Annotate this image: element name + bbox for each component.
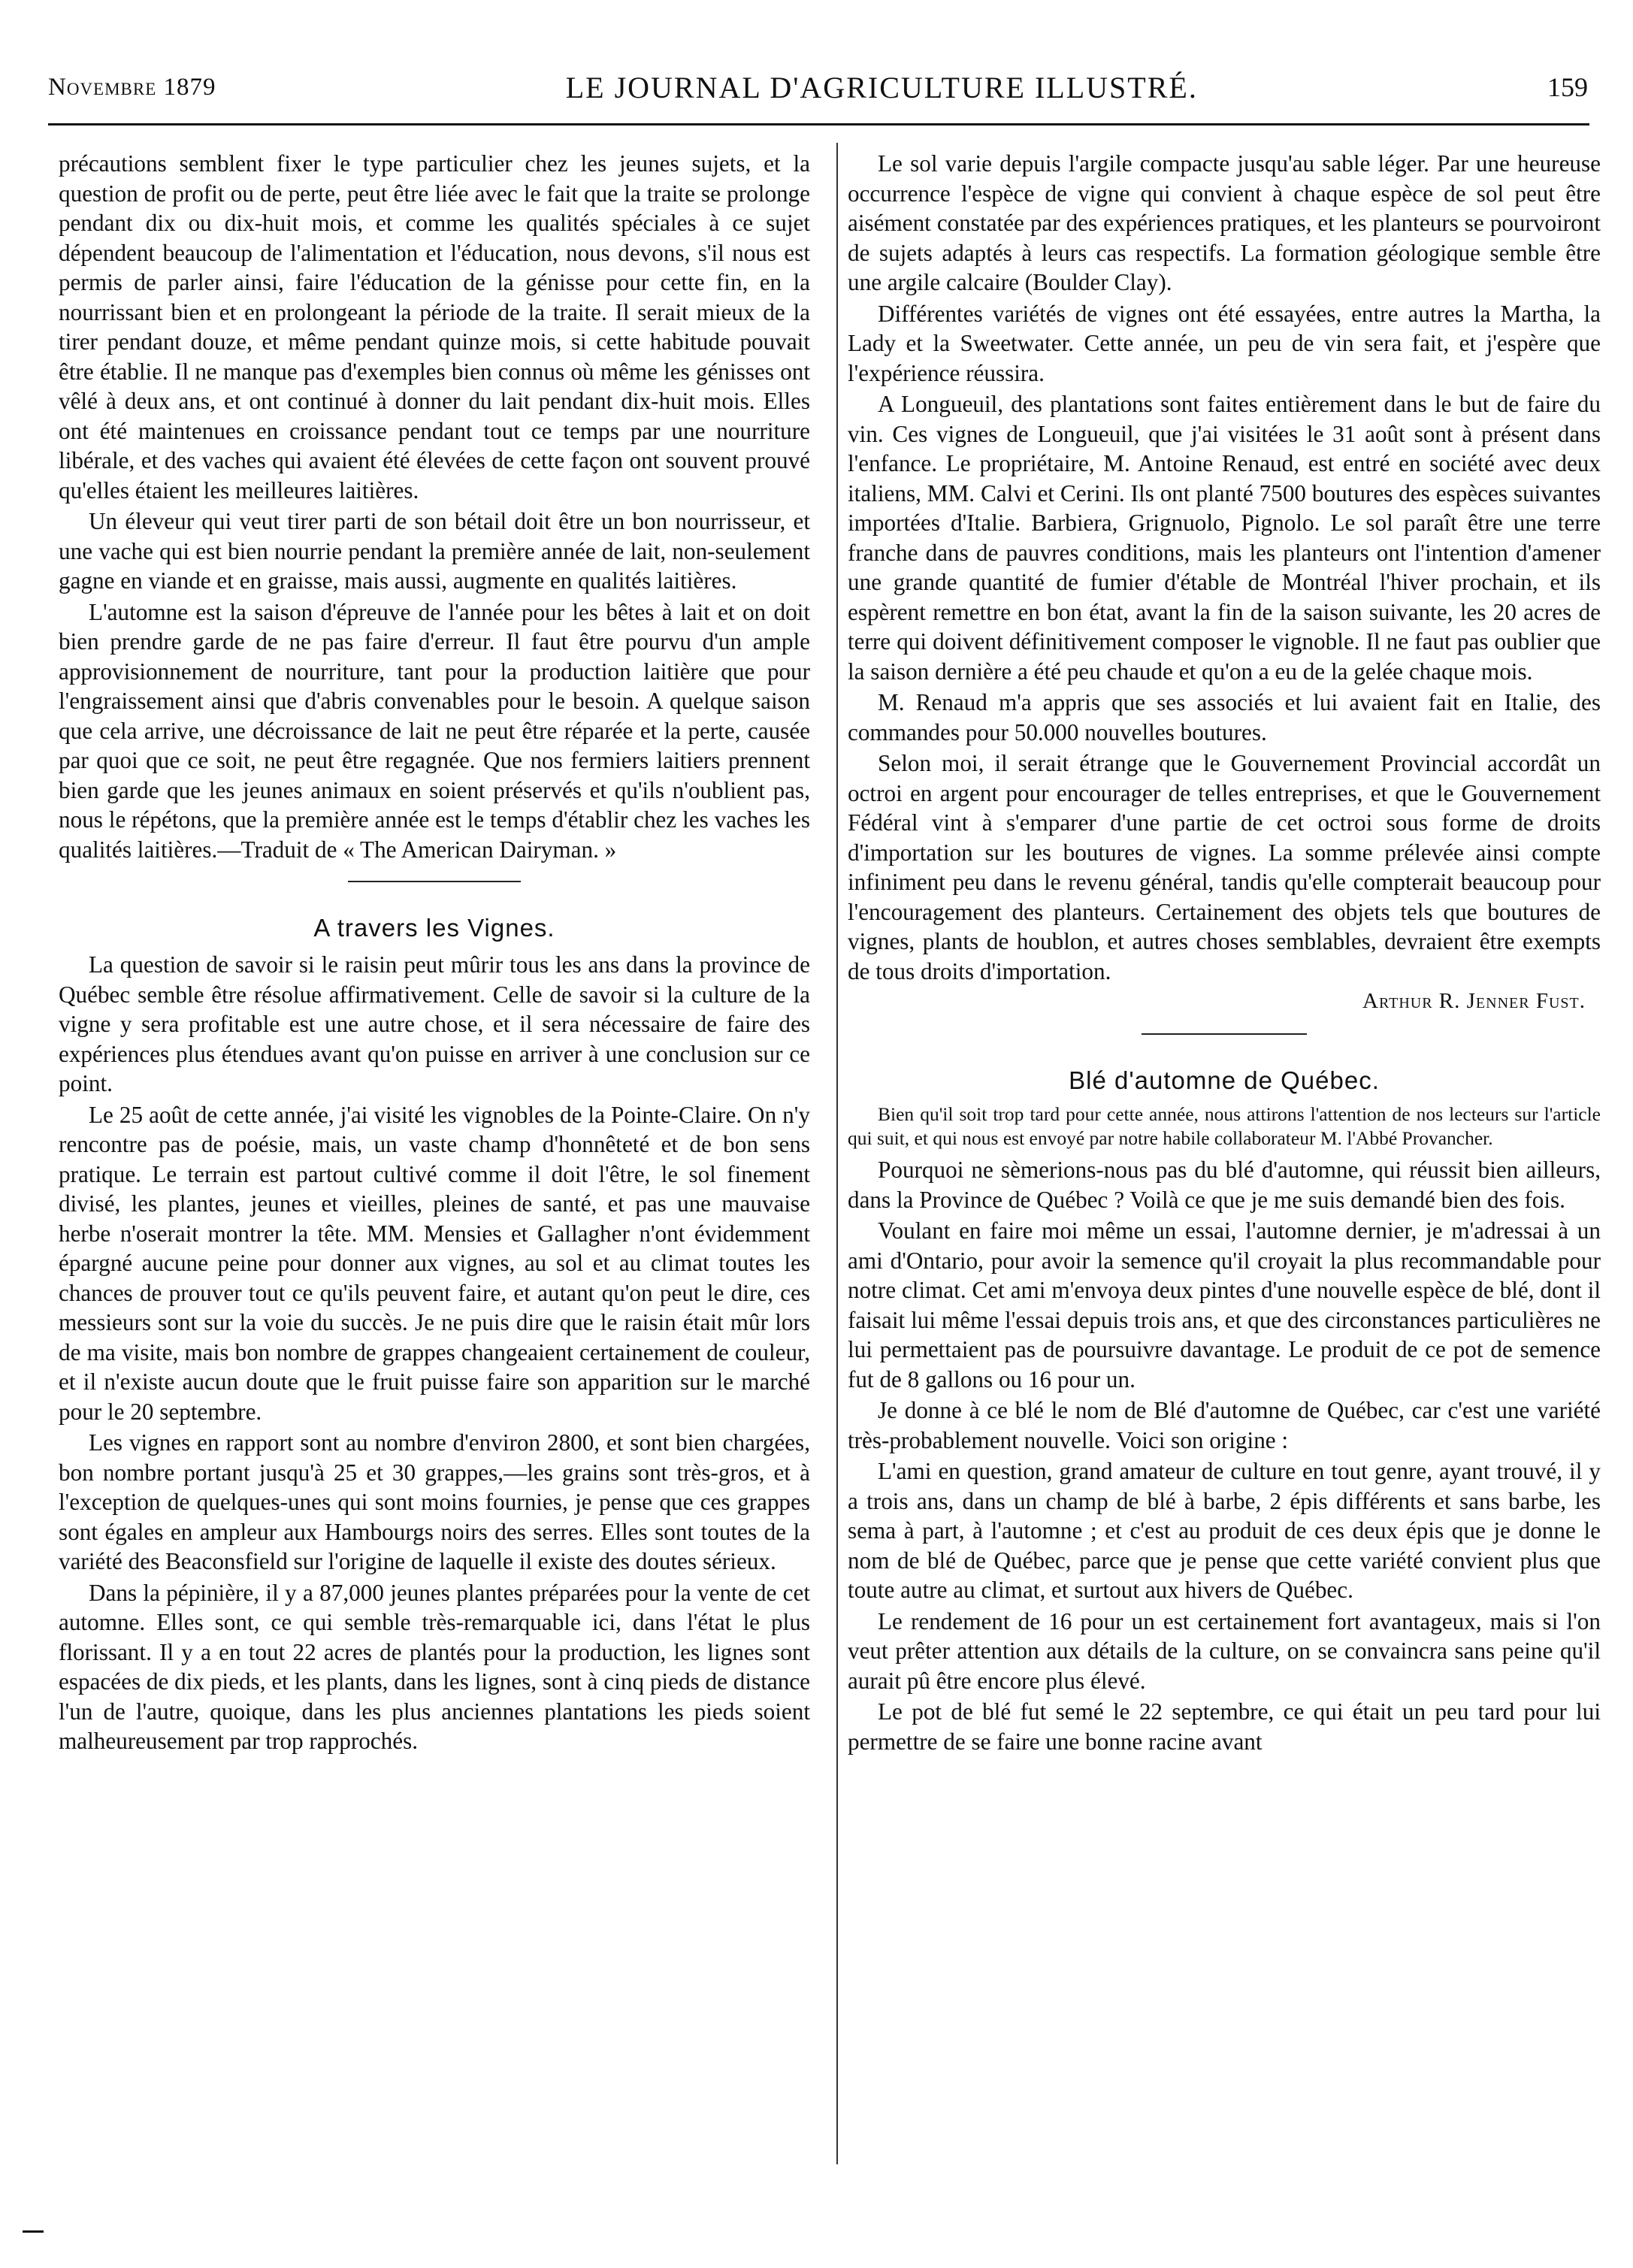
paragraph: Les vignes en rapport sont au nombre d'environ 2800, et sont bien chargées, bon nombre portant jusqu'à 25 et 30 grappes,—les grains sont très-gros, et à l'exception de quelques-unes qui sont moins fournies, je pense que ces grappes sont égales en ampleur aux Hambourgs noirs des serres. Elles sont toutes de la variété des Beaconsfield sur l'origine de laquelle il existe des doutes sérieux. [59,1429,810,1574]
paragraph: Le sol varie depuis l'argile compacte jusqu'au sable léger. Par une heureuse occurrence l'espèce de vigne qui convient à chaque espèce de sol peut être aisément constatée par des expériences pratiques, et les planteurs se pourvoiront de sujets adaptés à leurs cas respectifs. La formation géologique semble être une argile calcaire (Boulder Clay). [848,150,1601,295]
paragraph: Dans la pépinière, il y a 87,000 jeunes plantes préparées pour la vente de cet automne. Elles sont, ce qui semble très-remarquable ici, dans l'état le plus florissant. Il y a en tout 22 acres de plantés pour la production, les lignes sont espacées de dix pieds, et les plants, dans les lignes, sont à cinq pieds de distance l'un de l'autre, quoique, dans les plus anciennes plantations les pieds soient malheureusement par trop rapprochés. [59,1579,810,1754]
paragraph: La question de savoir si le raisin peut mûrir tous les ans dans la province de Québec semble être résolue affirmativement. Celle de savoir si la culture de la vigne y sera profitable est une autre chose, et il sera nécessaire de faire des expériences plus étendues avant qu'on puisse en arriver à une conclusion sur ce point. [59,951,810,1096]
paragraph: Selon moi, il serait étrange que le Gouvernement Provincial accordât un octroi en argent pour encourager de telles entreprises, et que le Gouvernement Fédéral vint à s'emparer d'une partie de cet octroi sous forme de droits d'importation sur les boutures de vignes. La somme prélevée ainsi compte infiniment peu dans le revenu général, tandis qu'elle compterait beaucoup pour l'encouragement des planteurs. Certainement des objets tels que boutures de vignes, plants de houblon, et autres choses semblables, devraient être exempts de tous droits d'importation. [848,750,1601,984]
paragraph: L'automne est la saison d'épreuve de l'année pour les bêtes à lait et on doit bien prendre garde de ne pas faire d'erreur. Il faut être pourvu d'un ample approvisionnement de nourriture, tant pour la production laitière que pour l'engraissement ainsi que d'abris convenables pour le besoin. A quelque saison que cela arrive, une décroissance de lait ne peut être réparée et la perte, causée par quoi que ce soit, ne peut être regagnée. Que nos fermiers laitiers prennent bien garde que les jeunes animaux en soient préservés et qu'ils n'oublient pas, nous le répétons, que la première année est le temps d'établir chez les vaches les qualités laitières.—Traduit de « The American Dairyman. » [59,598,810,863]
paragraph: Le pot de blé fut semé le 22 septembre, ce qui était un peu tard pour lui permettre de se faire une bonne racine avant [848,1698,1601,1755]
paragraph: précautions semblent fixer le type particulier chez les jeunes sujets, et la question de profit ou de perte, peut être liée avec le fait que la traite se prolonge pendant dix ou dix-huit mois, et comme les qualités spéciales à ce sujet dépendent beaucoup de l'alimentation et l'éducation, nous devons, s'il nous est permis de parler ainsi, faire l'éducation de la génisse pour cette fin, en la nourrissant bien et en prolongeant la période de la traite. Il serait mieux de la tirer pendant douze, et même pendant quinze mois, si cette habitude pouvait être établie. Il ne manque pas d'exemples bien connus où même les génisses ont vêlé à deux ans, et ont continué à donner du lait pendant dix-huit mois. Elles ont été maintenues en croissance pendant tout ce temps par une nourriture libérale, et des vaches qui avaient été élevées de cette façon ont souvent prouvé qu'elles étaient les meilleures laitières. [59,150,810,503]
author-signature: Arthur R. Jenner Fust. [1362,989,1586,1013]
left-column [59,149,810,1758]
section-title: A travers les Vignes. [313,914,555,942]
issue-date: Novembre 1879 [48,73,216,101]
paragraph: Voulant en faire moi même un essai, l'automne dernier, je m'adressai à un ami d'Ontario, pour avoir la semence qu'il croyait la plus recommandable pour notre climat. Cet ami m'envoya deux pintes d'une nouvelle espèce de blé, dont il faisait lui même l'essai depuis trois ans, et que des circonstances particulières ne lui permettaient pas de poursuivre davantage. Le produit de ce pot de semence fut de 8 gallons ou 16 pour un. [848,1217,1601,1393]
paragraph: M. Renaud m'a appris que ses associés et lui avaient fait en Italie, des commandes pour 50.000 nouvelles boutures. [848,689,1601,745]
paragraph: Le 25 août de cette année, j'ai visité les vignobles de la Pointe-Claire. On n'y rencontre pas de poésie, mais, un vaste champ d'honnêteté et de bon sens pratique. Le terrain est partout cultivé comme il doit l'être, le sol finement divisé, les plantes, jeunes et vieilles, pleines de santé, et pas une mauvaise herbe n'oserait montrer la tête. MM. Mensies et Gallagher n'ont évidemment épargné aucune peine pour donner aux vignes, au sol et au climat toutes les chances de prouver tout ce qu'ils peuvent faire, et autant qu'on peut le dire, ces messieurs sont sur la voie du succès. Je ne puis dire que le raisin était mûr lors de ma visite, mais bon nombre de grappes changeaient certainement de couleur, et il n'existe aucun doute que le fruit puisse faire son apparition sur le marché pour le 20 septembre. [59,1101,810,1425]
article-separator [1142,1033,1307,1035]
header-rule [48,123,1589,125]
paragraph: Pourquoi ne sèmerions-nous pas du blé d'automne, qui réussit bien ailleurs, dans la Province de Québec ? Voilà ce que je me suis demandé bien des fois. [848,1157,1601,1213]
paragraph: Un éleveur qui veut tirer parti de son bétail doit être un bon nourrisseur, et une vache qui est bien nourrie pendant la première année de lait, non-seulement gagne en viande et en graisse, mais aussi, augmente en qualités laitières. [59,508,810,594]
paragraph: Le rendement de 16 pour un est certainement fort avantageux, mais si l'on veut prêter attention aux détails de la culture, on se convaincra sans peine qu'il aurait pû être encore plus élevé. [848,1607,1601,1694]
article-separator [348,881,521,882]
running-header [48,63,1588,111]
paragraph: L'ami en question, grand amateur de culture en tout genre, ayant trouvé, il y a trois ans, dans un champ de blé à barbe, 2 épis différents et sans barbe, les sema à part, à l'automne ; et c'est au produit de ces deux épis que je donne le nom de blé de Québec, parce que je pense que cette variété convient plus que toute autre au climat, et surtout aux hivers de Québec. [848,1458,1601,1603]
paragraph: A Longueuil, des plantations sont faites entièrement dans le but de faire du vin. Ces vignes de Longueuil, que j'ai visitées le 31 août sont à présent dans l'enfance. Le propriétaire, M. Antoine Renaud, est entré en société avec deux italiens, MM. Calvi et Cerini. Ils ont planté 7500 boutures des espèces suivantes importées d'Italie. Barbiera, Grignuolo, Pignolo. Le sol paraît être une terre franche dans de pauvres conditions, mais les planteurs ont l'intention d'amener une grande quantité de fumier d'étable de Montréal l'hiver prochain, et ils espèrent remettre en bon état, avant la fin de la saison suivante, les 20 acres de terre qui doivent définitivement composer le vignoble. Il ne faut pas oublier que la saison dernière a été peu chaude et qu'on a eu de la gelée chaque mois. [848,391,1601,685]
section-title: Blé d'automne de Québec. [1069,1066,1380,1094]
journal-title: LE JOURNAL D'AGRICULTURE ILLUSTRÉ. [565,70,1198,104]
paragraph: Différentes variétés de vignes ont été essayées, entre autres la Martha, la Lady et la Sweetwater. Cette année, un peu de vin sera fait, et j'espère que l'expérience réussira. [848,300,1601,386]
margin-mark [23,2230,44,2233]
editor-intro: Bien qu'il soit trop tard pour cette année, nous attirons l'attention de nos lecteurs sur l'article qui suit, et qui nous est envoyé par notre habile collaborateur M. l'Abbé Provancher. [848,1103,1601,1149]
right-column [848,149,1601,1758]
page-number: 159 [1547,72,1588,102]
paragraph: Je donne à ce blé le nom de Blé d'automne de Québec, car c'est une variété très-probablement nouvelle. Voici son origine : [848,1397,1601,1453]
column-divider [836,143,838,2164]
